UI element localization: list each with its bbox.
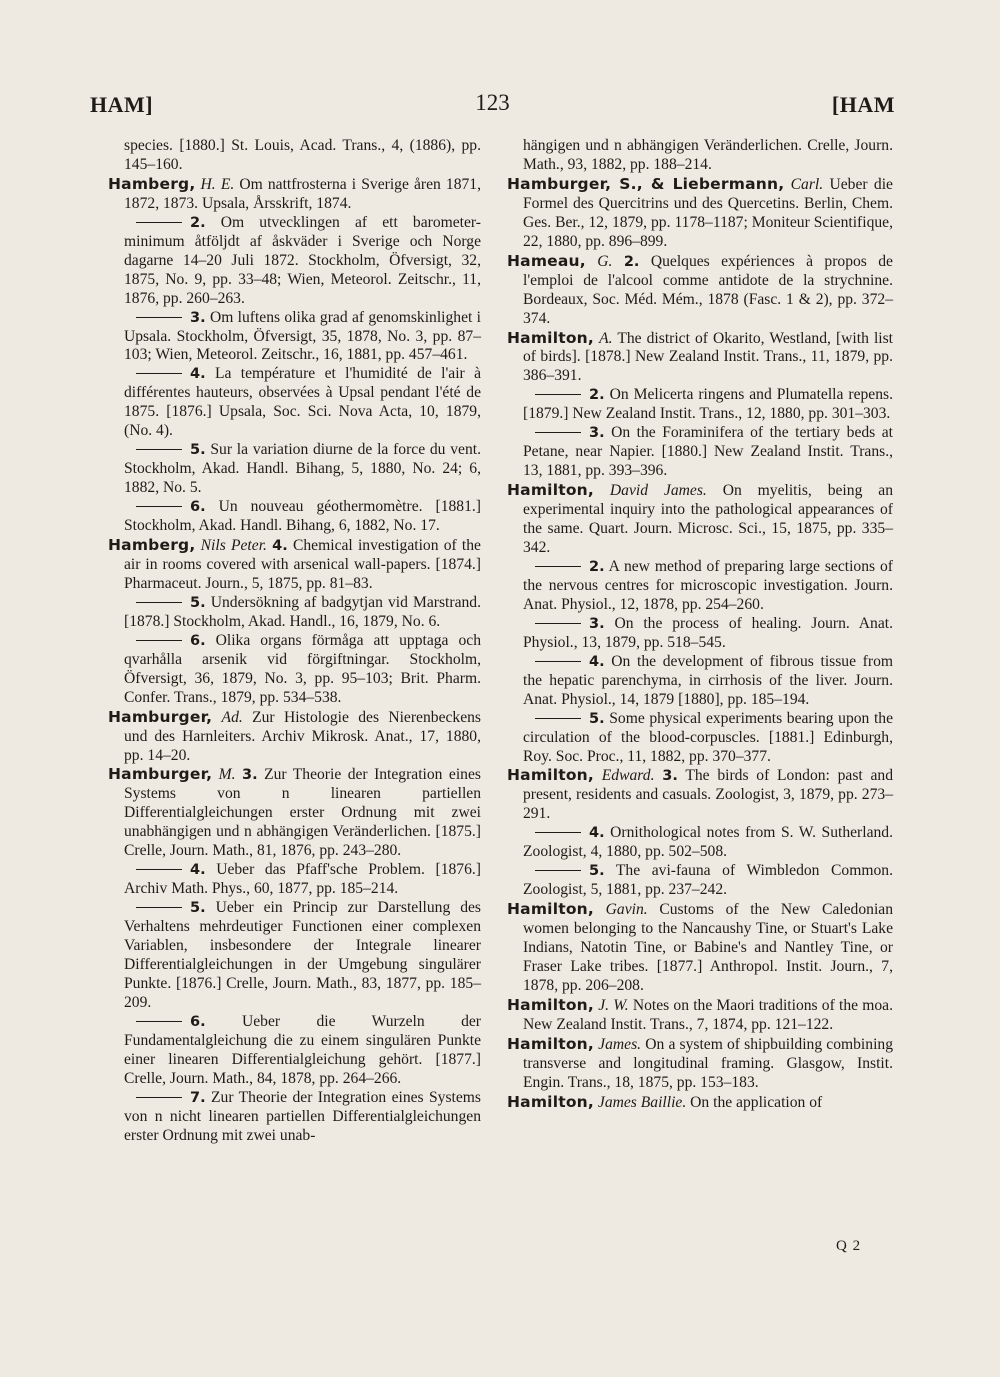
author-name: Hamburger, S., & Liebermann, bbox=[507, 174, 785, 193]
author-name: Hamilton, bbox=[507, 328, 594, 347]
page-number: 123 bbox=[475, 90, 510, 115]
author-entry bbox=[507, 481, 893, 558]
entry-text: Om utvecklingen af ett barometer-minimum åtföljdt af åskväder i Sverige och Norge dagarne 14–20 Juli 1872. Stockholm, Öfversigt, 32, 1875, No. 9, pp. 33–48; Wien, Meteorol. Zeitschr., 11, 1876, pp. 260–263. bbox=[124, 213, 481, 307]
entry-text: Sur la variation diurne de la force du vent. Stockholm, Akad. Handl. Bihang, 5, 1880, No. 24; 6, 1882, No. 5. bbox=[124, 441, 481, 497]
entry-text: Olika organs förmåga att upptaga och qvarhålla arsenik vid förgiftningar. Stockholm, Öfversigt, 36, 1879, No. 3, pp. 95–103; Brit. Pharm. Confer. Trans., 1879, pp. 534–538. bbox=[124, 631, 482, 706]
entry-text: On the application of bbox=[690, 1093, 823, 1111]
ditto-dash bbox=[136, 1097, 182, 1098]
entry-text: Un nouveau géothermomètre. [1881.] Stockholm, Akad. Handl. Bihang, 6, 1882, No. 17. bbox=[124, 498, 481, 535]
entry-number: 6. bbox=[190, 632, 206, 649]
entry-number: 4. bbox=[272, 538, 288, 555]
sub-entry bbox=[108, 861, 481, 899]
ditto-dash bbox=[136, 1021, 182, 1022]
ditto-dash bbox=[136, 869, 182, 870]
entry-text: hängigen und n abhängigen Veränderlichen. Crelle, Journ. Math., 93, 1882, pp. 188–214. bbox=[523, 137, 893, 173]
author-entry bbox=[507, 329, 893, 387]
entry-number: 5. bbox=[589, 863, 605, 880]
author-entry bbox=[507, 252, 893, 329]
entry-text: A new method of preparing large sections of the nervous centres for microscopic investigation. Journ. Anat. Physiol., 12, 1878, pp. 254–260. bbox=[523, 557, 893, 613]
author-entry bbox=[108, 708, 481, 766]
entry-number: 2. bbox=[589, 387, 605, 404]
entry-text: Chemical investigation of the air in rooms covered with arsenical wall-papers. [1874.] Pharmaceut. Journ., 5, 1875, pp. 81–83. bbox=[124, 537, 481, 592]
author-name: Hamilton, bbox=[507, 1034, 594, 1053]
entry-text: The district of Okarito, Westland, [with list of birds]. [1878.] New Zealand Instit. Trans., 11, 1879, pp. 386–391. bbox=[523, 329, 894, 385]
author-entry bbox=[507, 766, 893, 824]
entry-text: On the process of healing. Journ. Anat. Physiol., 13, 1879, pp. 518–545. bbox=[523, 614, 894, 651]
entry-number: 2. bbox=[623, 253, 640, 270]
entry-text: The avi-fauna of Wimbledon Common. Zoologist, 5, 1881, pp. 237–242. bbox=[523, 862, 893, 899]
sub-entry bbox=[108, 1013, 481, 1089]
ditto-dash bbox=[535, 623, 581, 624]
sub-entry bbox=[108, 1089, 481, 1146]
entry-text: On myelitis, being an experimental inquiry into the pathological appearances of the same. Quart. Journ. Microsc. Sci., 15, 1875, pp. 335–342. bbox=[523, 482, 893, 557]
left-column bbox=[108, 137, 481, 1146]
entry-number: 4. bbox=[190, 366, 206, 383]
author-name: Hameau, bbox=[507, 251, 586, 270]
author-entry bbox=[507, 175, 893, 252]
author-given-name: Nils Peter. bbox=[200, 537, 267, 555]
author-entry bbox=[507, 900, 893, 996]
entry-number: 5. bbox=[190, 900, 206, 917]
sub-entry bbox=[507, 386, 893, 424]
entry-text: La température et l'humidité de l'air à différentes hauteurs, observées à Upsal pendant l'été de 1875. [1876.] Upsala, Soc. Sci. Nova Acta, 10, 1879, (No. 4). bbox=[124, 365, 482, 440]
author-given-name: H. E. bbox=[200, 175, 235, 193]
sub-entry bbox=[507, 710, 893, 767]
author-given-name: James. bbox=[598, 1035, 642, 1053]
entry-text: Zur Histologie des Nierenbeckens und des Harnleiters. Archiv Mikrosk. Anat., 17, 1880, pp. 14–20. bbox=[124, 708, 481, 764]
sub-entry bbox=[507, 653, 893, 710]
author-name: Hamilton, bbox=[507, 900, 594, 919]
entry-number: 5. bbox=[190, 594, 206, 611]
entry-text: On the development of fibrous tissue from the hepatic parenchyma, in cirrhosis of the liver. Journ. Anat. Physiol., 14, 1879 [1880], pp. 185–194. bbox=[523, 652, 893, 708]
author-entry bbox=[507, 1093, 893, 1113]
entry-number: 7. bbox=[190, 1089, 206, 1106]
author-entry bbox=[108, 765, 481, 861]
entry-number: 4. bbox=[589, 825, 605, 842]
header-right: [HAM bbox=[831, 92, 895, 117]
ditto-dash bbox=[136, 317, 182, 318]
sub-entry bbox=[507, 615, 893, 653]
running-header bbox=[90, 88, 895, 128]
entry-number: 3. bbox=[662, 768, 678, 785]
entry-text: Om luftens olika grad af genomskinlighet i Upsala. Stockholm, Öfversigt, 35, 1878, No. 3, pp. 87–103; Wien, Meteorol. Zeitschr., 16, 1881, pp. 457–461. bbox=[124, 308, 481, 364]
entry-number: 5. bbox=[190, 442, 206, 459]
entry-text: Quelques expériences à propos de l'emploi de l'alcool comme antidote de la strychnine. Bordeaux, Soc. Méd. Mém., 1878 (Fasc. 1 & 2), pp. 372–374. bbox=[523, 252, 893, 327]
entry-text: Ueber das Pfaff'sche Problem. [1876.] Archiv Math. Phys., 60, 1877, pp. 185–214. bbox=[124, 861, 481, 898]
entry-text: Zur Theorie der Integration eines Systems von n linearen partiellen Differentialgleichungen erster Ordnung mit zwei unabhängigen und n abhängigen Veränderlichen. [1875.] Crelle, Journ. Math., 81, 1876, pp. 243–280. bbox=[124, 766, 481, 860]
author-name: Hamilton, bbox=[507, 1092, 594, 1111]
ditto-dash bbox=[535, 566, 581, 567]
entry-text: Undersökning af badgytjan vid Marstrand. [1878.] Stockholm, Akad. Handl., 16, 1879, No. 6. bbox=[124, 593, 481, 630]
sub-entry bbox=[108, 632, 481, 708]
ditto-dash bbox=[136, 602, 182, 603]
ditto-dash bbox=[136, 640, 182, 641]
author-given-name: J. W. bbox=[598, 996, 629, 1014]
entry-number: 3. bbox=[242, 767, 258, 784]
author-given-name: G. bbox=[597, 252, 613, 270]
author-given-name: A. bbox=[599, 329, 613, 347]
entry-number: 3. bbox=[190, 309, 206, 326]
author-given-name: Carl. bbox=[790, 175, 824, 193]
entry-number: 2. bbox=[589, 558, 605, 575]
ditto-dash bbox=[136, 449, 182, 450]
author-given-name: Gavin. bbox=[605, 901, 648, 919]
entry-text: On a system of shipbuilding combining transverse and longitudinal framing. Glasgow, Instit. Engin. Trans., 18, 1875, pp. 153–183. bbox=[523, 1035, 893, 1091]
entry-text: species. [1880.] St. Louis, Acad. Trans., 4, (1886), pp. 145–160. bbox=[124, 137, 481, 173]
author-given-name: Ad. bbox=[221, 708, 243, 726]
ditto-dash bbox=[535, 394, 581, 395]
author-entry bbox=[108, 536, 481, 594]
entry-text: Notes on the Maori traditions of the moa. New Zealand Instit. Trans., 7, 1874, pp. 121–122. bbox=[523, 996, 893, 1033]
right-column bbox=[507, 137, 893, 1113]
signature-mark: Q 2 bbox=[836, 1238, 862, 1254]
entry-number: 4. bbox=[190, 862, 206, 879]
sub-entry bbox=[108, 441, 481, 498]
entry-text: On the Foraminifera of the tertiary beds at Petane, near Napier. [1880.] New Zealand Instit. Trans., 13, 1881, pp. 393–396. bbox=[523, 424, 893, 480]
entry-number: 5. bbox=[589, 710, 605, 727]
author-given-name: Edward. bbox=[601, 767, 655, 785]
author-name: Hamberg, bbox=[108, 536, 196, 555]
sub-entry bbox=[507, 424, 893, 481]
author-name: Hamburger, bbox=[108, 765, 213, 784]
sub-entry bbox=[507, 558, 893, 615]
sub-entry bbox=[507, 824, 893, 862]
author-name: Hamilton, bbox=[507, 766, 594, 785]
sub-entry bbox=[507, 862, 893, 900]
entry-number: 3. bbox=[589, 615, 605, 632]
author-given-name: James Baillie. bbox=[597, 1093, 687, 1111]
ditto-dash bbox=[136, 373, 182, 374]
author-given-name: M. bbox=[218, 766, 236, 784]
author-entry bbox=[507, 1035, 893, 1093]
sub-entry bbox=[108, 309, 481, 366]
entry-text: Some physical experiments bearing upon the circulation of the blood-corpuscles. [1881.] Edinburgh, Roy. Soc. Proc., 11, 1882, pp. 370–377. bbox=[523, 709, 894, 765]
ditto-dash bbox=[535, 832, 581, 833]
entry-text: Ornithological notes from S. W. Sutherland. Zoologist, 4, 1880, pp. 502–508. bbox=[523, 824, 893, 861]
ditto-dash bbox=[535, 661, 581, 662]
author-given-name: David James. bbox=[609, 482, 707, 500]
sub-entry bbox=[108, 214, 481, 309]
entry-number: 4. bbox=[589, 653, 605, 670]
author-name: Hamilton, bbox=[507, 481, 594, 500]
header-left: HAM] bbox=[90, 92, 154, 117]
entry-text: Zur Theorie der Integration eines Systems von n nicht linearen partiellen Differentialgleichungen erster Ordnung mit zwei unab- bbox=[124, 1088, 481, 1144]
entry-number: 3. bbox=[589, 425, 605, 442]
author-name: Hamilton, bbox=[507, 995, 594, 1014]
entry-continuation bbox=[108, 137, 481, 175]
entry-text: The birds of London: past and present, residents and casuals. Zoologist, 3, 1879, pp. 273–291. bbox=[523, 767, 894, 823]
author-name: Hamburger, bbox=[108, 707, 213, 726]
entry-number: 6. bbox=[190, 1013, 206, 1030]
entry-text: Ueber ein Princip zur Darstellung des Verhaltens mehrdeutiger Functionen einer complexen Variablen, insbesondere der Integrale linearer Differentialgleichungen in der Umgebung singulärer Punkte. [1876.] Crelle, Journ. Math., 83, 1877, pp. 185–209. bbox=[124, 899, 481, 1011]
entry-number: 2. bbox=[190, 214, 206, 231]
author-entry bbox=[507, 996, 893, 1035]
ditto-dash bbox=[136, 506, 182, 507]
ditto-dash bbox=[136, 907, 182, 908]
ditto-dash bbox=[535, 870, 581, 871]
sub-entry bbox=[108, 365, 481, 441]
ditto-dash bbox=[136, 222, 182, 223]
ditto-dash bbox=[535, 718, 581, 719]
entry-text: Ueber die Wurzeln der Fundamentalgleichung die zu einem singulären Punkte einer linearen Differentialgleichung gehört. [1877.] Crelle, Journ. Math., 84, 1878, pp. 264–266. bbox=[124, 1012, 481, 1087]
ditto-dash bbox=[535, 432, 581, 433]
entry-text: Customs of the New Caledonian women belonging to the Nancaushy Tine, or Stuart's Lake Indians, Natotin Tine, or Babine's and Nantley Tine, or Fraser Lake tribes. [1877.] Anthropol. Instit. Journ., 7, 1878, pp. 206–208. bbox=[523, 901, 893, 994]
entry-text: Om nattfrosterna i Sverige åren 1871, 1872, 1873. Upsala, Årsskrift, 1874. bbox=[124, 175, 482, 212]
entry-text: Ueber die Formel des Quercitrins und des Quercetins. Berlin, Chem. Ges. Ber., 12, 1879, pp. 1178–1187; Moniteur Scientifique, 22, 1880, pp. 896–899. bbox=[523, 175, 893, 250]
entry-text: On Melicerta ringens and Plumatella repens. [1879.] New Zealand Instit. Trans., 12, 1880, pp. 301–303. bbox=[523, 386, 893, 423]
sub-entry bbox=[108, 899, 481, 1013]
entry-continuation bbox=[507, 137, 893, 175]
author-name: Hamberg, bbox=[108, 174, 196, 193]
entry-number: 6. bbox=[190, 499, 206, 516]
sub-entry bbox=[108, 498, 481, 536]
sub-entry bbox=[108, 594, 481, 632]
author-entry bbox=[108, 175, 481, 214]
